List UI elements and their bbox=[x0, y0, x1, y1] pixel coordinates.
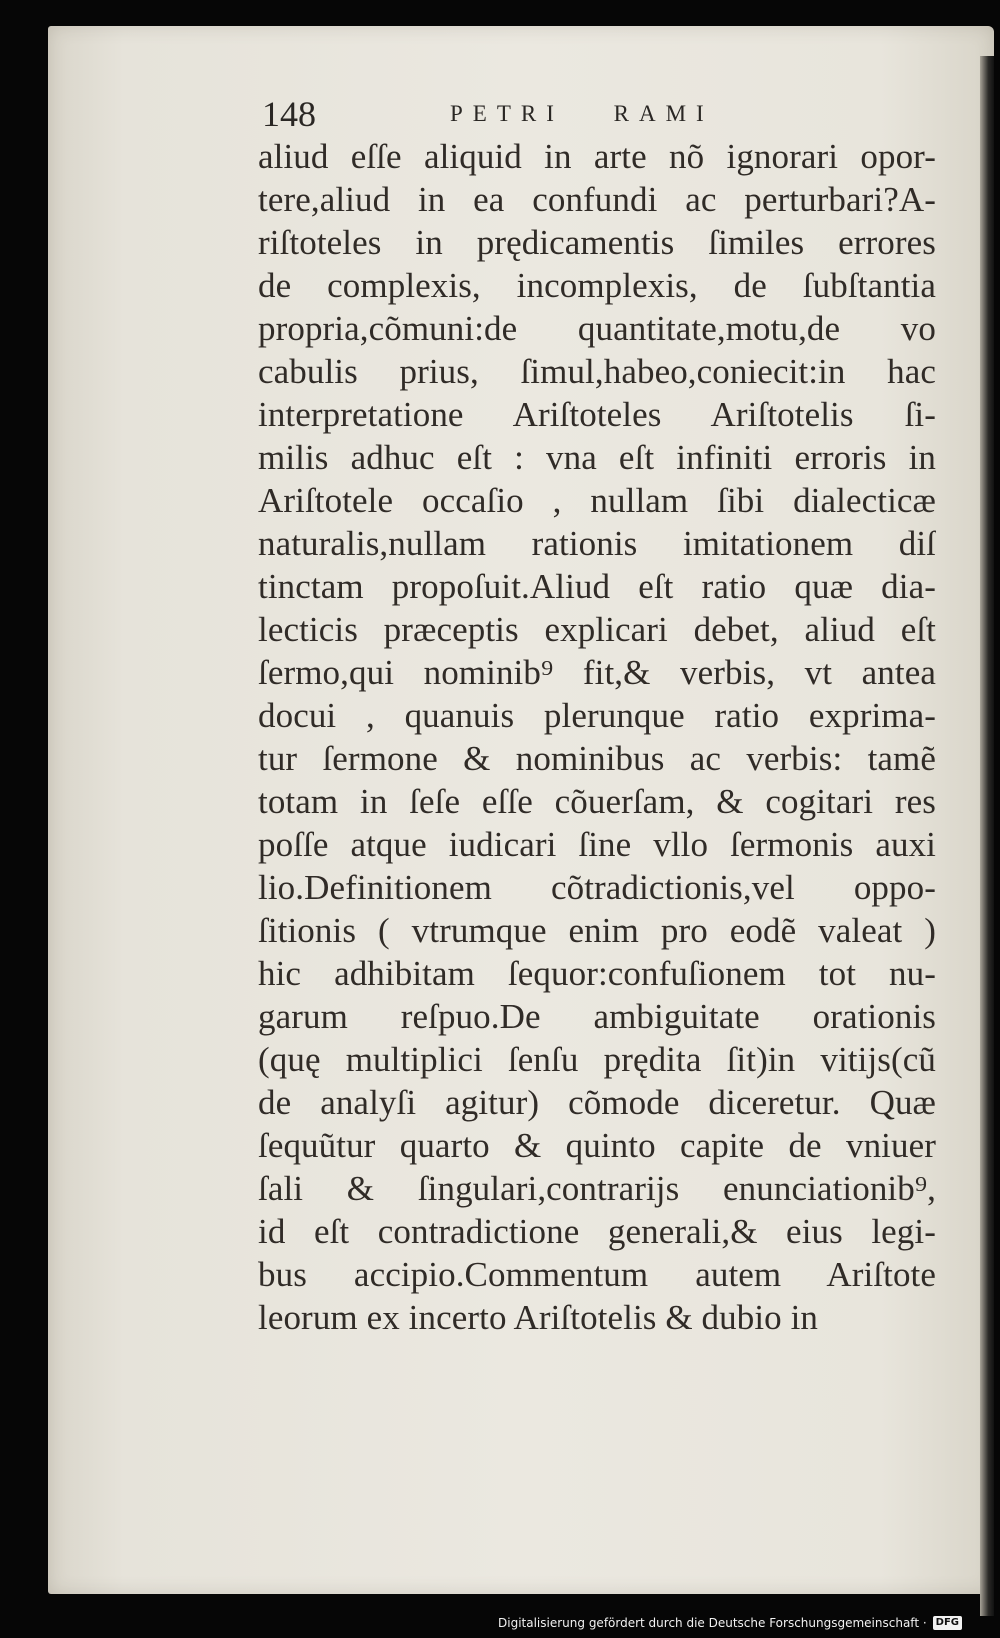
text-line-21: garum reſpuo.De ambiguitate orationis bbox=[258, 997, 936, 1036]
text-line-28: leorum ex incerto Ariſtotelis & dubio in bbox=[258, 1298, 819, 1337]
text-line-16: totam in ſeſe eſſe cõuerſam, & cogitari res bbox=[258, 782, 936, 821]
text-line-5: propria,cõmuni:de quantitate,motu,de vo bbox=[258, 309, 936, 348]
text-line-27: bus accipio.Commentum autem Ariſtote bbox=[258, 1255, 936, 1294]
text-line-14: docui , quanuis plerunque ratio exprima- bbox=[258, 696, 936, 735]
page-number: 148 bbox=[262, 94, 316, 134]
text-line-26: id eſt contradictione generali,& eius legi- bbox=[258, 1212, 936, 1251]
text-line-17: poſſe atque iudicari ſine vllo ſermonis auxi bbox=[258, 825, 936, 864]
text-line-18: lio.Definitionem cõtradictionis,vel oppo- bbox=[258, 868, 936, 907]
text-line-9: Ariſtotele occaſio , nullam ſibi dialecticæ bbox=[258, 481, 936, 520]
text-line-8: milis adhuc eſt : vna eſt infiniti erroris in bbox=[258, 438, 936, 477]
dfg-logo: DFG bbox=[933, 1616, 962, 1630]
text-line-24: ſequũtur quarto & quinto capite de vniuer bbox=[258, 1126, 936, 1165]
text-line-3: riſtoteles in prędicamentis ſimiles errores bbox=[258, 223, 936, 262]
text-line-4: de complexis, incomplexis, de ſubſtantia bbox=[258, 266, 936, 305]
text-line-19: ſitionis ( vtrumque enim pro eodẽ valeat ) bbox=[258, 911, 936, 950]
text-line-1: aliud eſſe aliquid in arte nõ ignorari opor- bbox=[258, 137, 936, 176]
text-line-25: ſali & ſingulari,contrarijs enunciationib⁹, bbox=[258, 1169, 936, 1208]
page-edge-shadow bbox=[980, 56, 994, 1616]
funding-credit: Digitalisierung gefördert durch die Deutsche Forschungsgemeinschaft · bbox=[498, 1616, 927, 1630]
text-line-12: lecticis præceptis explicari debet, aliud eſt bbox=[258, 610, 936, 649]
page-header bbox=[262, 92, 882, 136]
text-line-6: cabulis prius, ſimul,habeo,coniecit:in hac bbox=[258, 352, 936, 391]
text-line-2: tere,aliud in ea confundi ac perturbari?A- bbox=[258, 180, 936, 219]
text-line-11: tinctam propoſuit.Aliud eſt ratio quæ dia- bbox=[258, 567, 936, 606]
text-line-23: de analyſi agitur) cõmode diceretur. Quæ bbox=[258, 1083, 936, 1122]
digitization-footer bbox=[498, 1613, 962, 1633]
text-line-15: tur ſermone & nominibus ac verbis: tamẽ bbox=[258, 739, 936, 778]
text-line-22: (quę multiplici ſenſu prędita ſit)in vitijs(cũ bbox=[258, 1040, 936, 1079]
running-head: PETRI RAMI bbox=[450, 101, 714, 126]
text-line-13: ſermo,qui nominib⁹ fit,& verbis, vt antea bbox=[258, 653, 936, 692]
body-text bbox=[258, 135, 936, 1339]
text-line-10: naturalis,nullam rationis imitationem diſ bbox=[258, 524, 936, 563]
text-line-7: interpretatione Ariſtoteles Ariſtotelis ſi- bbox=[258, 395, 936, 434]
text-line-20: hic adhibitam ſequor:confuſionem tot nu- bbox=[258, 954, 936, 993]
